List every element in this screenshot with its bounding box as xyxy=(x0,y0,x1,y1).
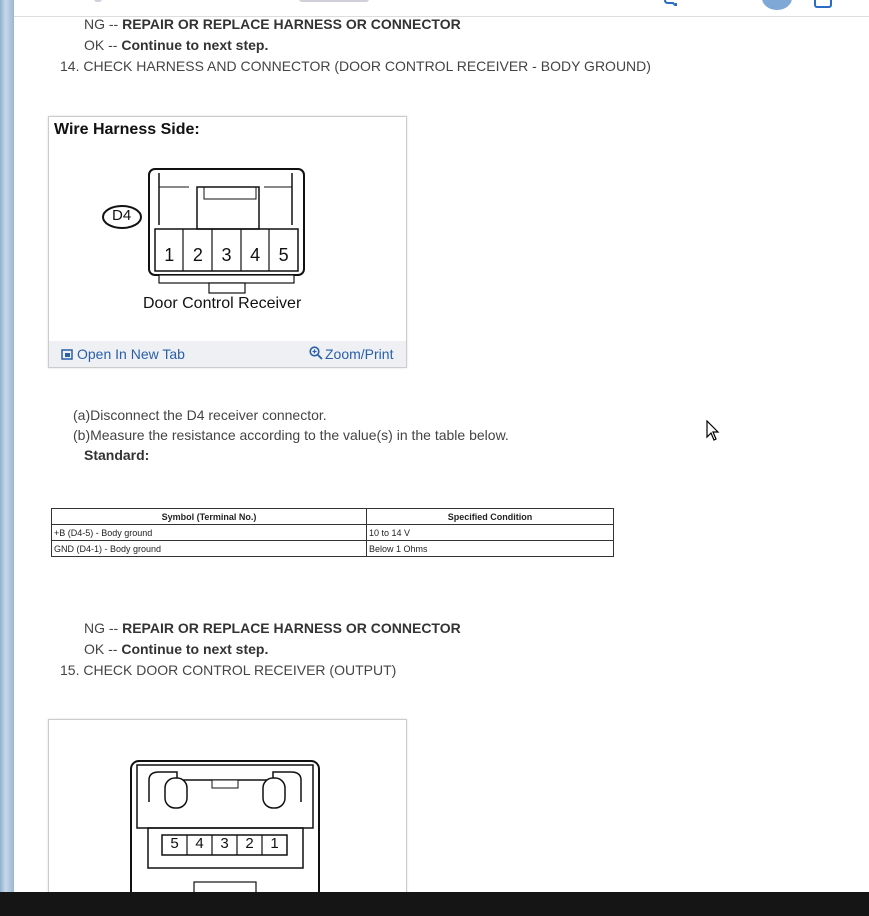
ng-result: NG -- REPAIR OR REPLACE HARNESS OR CONNECTOR xyxy=(84,620,461,636)
magnifier-icon xyxy=(309,346,323,360)
taskbar xyxy=(0,892,869,916)
standard-label: Standard: xyxy=(84,447,150,463)
pin-label: 5 xyxy=(170,835,179,852)
ok-result: OK -- Continue to next step. xyxy=(84,641,269,657)
instruction-a: (a)Disconnect the D4 receiver connector. xyxy=(73,407,327,423)
add-icon[interactable] xyxy=(814,0,832,8)
pin-label: 5 xyxy=(278,245,289,265)
table-row xyxy=(52,525,614,541)
table-header: Symbol (Terminal No.) xyxy=(52,509,367,525)
figure-wire-harness xyxy=(48,116,407,368)
window-left-border xyxy=(0,0,14,892)
table-cell: GND (D4-1) - Body ground xyxy=(52,541,367,557)
mouse-pointer-icon xyxy=(706,420,720,442)
open-tab-icon xyxy=(61,349,73,360)
spec-table xyxy=(51,508,614,557)
document-viewport[interactable] xyxy=(14,0,869,892)
step-14-title: 14. CHECK HARNESS AND CONNECTOR (DOOR CONTROL RECEIVER - BODY GROUND) xyxy=(60,58,651,74)
ng-result: NG -- REPAIR OR REPLACE HARNESS OR CONNECTOR xyxy=(84,16,461,32)
table-row xyxy=(52,541,614,557)
pin-label: 4 xyxy=(250,245,261,265)
pin-label: 2 xyxy=(192,245,203,265)
instruction-b: (b)Measure the resistance according to the value(s) in the table below. xyxy=(73,427,509,443)
ok-result: OK -- Continue to next step. xyxy=(84,37,269,53)
pin-labels xyxy=(162,835,287,855)
table-header-row xyxy=(52,509,614,525)
top-toolbar xyxy=(14,0,869,17)
pin-label: 4 xyxy=(195,835,204,852)
connector-diagram xyxy=(49,720,406,892)
pin-labels xyxy=(155,245,298,267)
pin-label: 2 xyxy=(245,835,254,852)
pin-label: 1 xyxy=(164,245,175,265)
user-avatar[interactable] xyxy=(762,0,792,10)
connector-diagram xyxy=(49,147,406,317)
comment-icon[interactable] xyxy=(664,0,678,6)
table-cell: 10 to 14 V xyxy=(367,525,614,541)
table-cell: +B (D4-5) - Body ground xyxy=(52,525,367,541)
pin-label: 3 xyxy=(221,245,232,265)
figure-caption: Door Control Receiver xyxy=(143,295,302,312)
pin-label: 3 xyxy=(220,835,229,852)
figure-receiver-output xyxy=(48,719,407,892)
step-15-title: 15. CHECK DOOR CONTROL RECEIVER (OUTPUT) xyxy=(60,662,397,678)
open-in-new-tab-link[interactable]: Open In New Tab xyxy=(61,346,185,362)
pin-label: 1 xyxy=(270,835,279,852)
figure-heading: Wire Harness Side: xyxy=(54,121,200,138)
figure-footer xyxy=(49,341,406,367)
table-header: Specified Condition xyxy=(367,509,614,525)
table-cell: Below 1 Ohms xyxy=(367,541,614,557)
zoom-print-link[interactable]: Zoom/Print xyxy=(309,346,393,362)
connector-id-label: D4 xyxy=(112,207,132,224)
